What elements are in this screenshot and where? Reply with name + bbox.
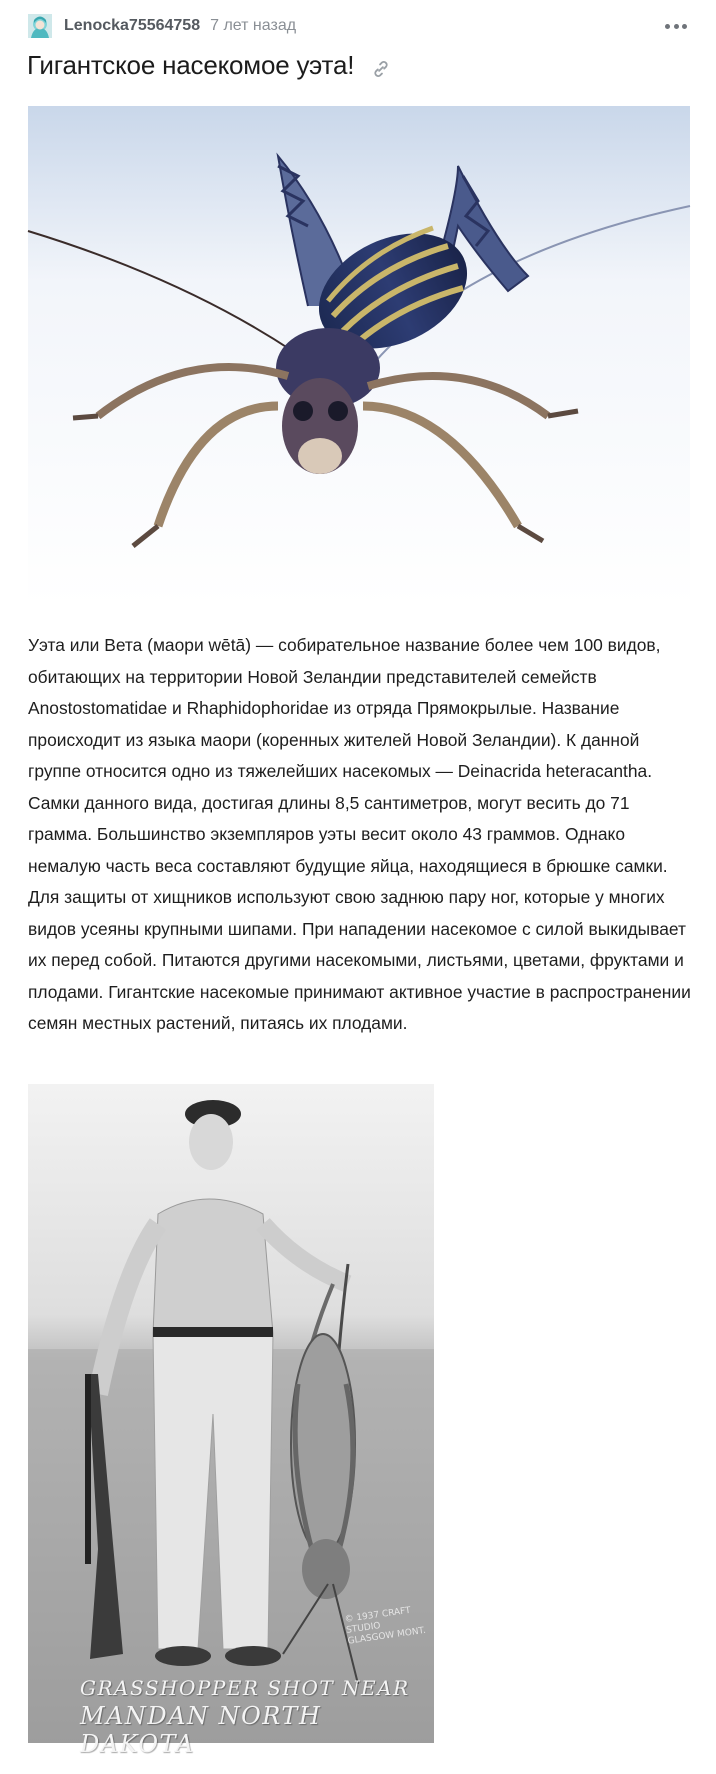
avatar-icon[interactable] [28,14,52,38]
post-time: 7 лет назад [210,17,297,34]
author-name[interactable]: Lenocka75564758 [64,17,201,34]
photo-caption [80,1676,440,1758]
photo-stamp: © 1937 CRAFT STUDIO GLASGOW MONT. [344,1605,427,1647]
title-row [27,50,392,81]
historic-photo-image[interactable] [28,1084,434,1758]
more-dots-icon[interactable] [662,14,690,38]
post-header [28,12,690,40]
weta-insect-image[interactable] [28,106,690,606]
photo-caption-line1: GRASSHOPPER SHOT NEAR [80,1676,410,1700]
post-body-text: Уэта или Вета (маори wētā) — собирательное название более чем 100 видов, обитающих на территории Новой Зеландии представителей семейств Anostostomatidae и Rhaphidophoridae из отряда Прямокрылые. Название происходит из языка маори (коренных жителей Новой Зеландии). К данной группе относится одно из тяжелейших насекомых — Deinacrida heteracantha. Самки данного вида, достигая длины 8,5 сантиметров, могут весить до 71 грамма. Большинство экземпляров уэты весит около 43 граммов. Однако немалую часть веса составляют будущие яйца, находящиеся в брюшке самки. Для защиты от хищников используют свою заднюю пару ног, которые у многих видов усеяны крупными шипами. При нападении насекомое с силой выкидывает их перед собой. Питаются другими насекомыми, листьями, цветами, фруктами и плодами. Гигантские насекомые принимают активное участие в распространении семян местных растений, питаясь их плодами. [28,635,691,1033]
post-title[interactable]: Гигантское насекомое уэта! [27,50,355,80]
link-icon[interactable] [370,58,392,80]
photo-caption-line2: MANDAN NORTH DAKOTA [80,1702,322,1758]
